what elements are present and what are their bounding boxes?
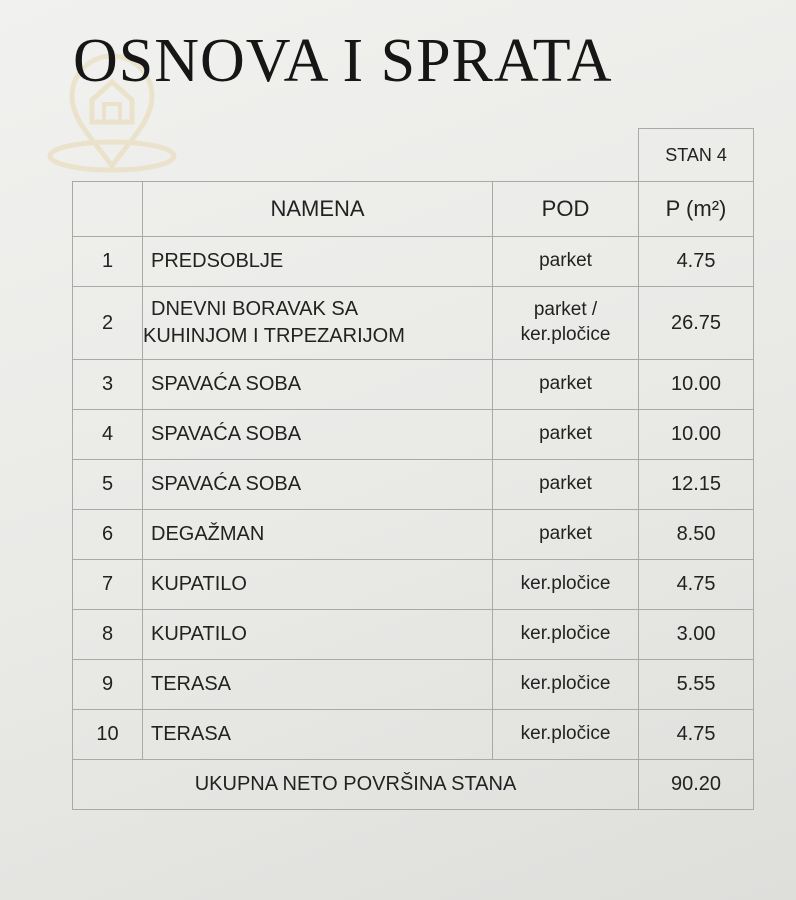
- room-name: KUPATILO: [143, 560, 493, 610]
- table-row: [73, 610, 754, 660]
- row-num: 1: [73, 237, 143, 287]
- room-name: TERASA: [143, 660, 493, 710]
- room-area: 4.75: [639, 237, 754, 287]
- row-num: 10: [73, 710, 143, 760]
- table-row: [73, 710, 754, 760]
- table-row: [73, 660, 754, 710]
- floor-type: parket: [493, 510, 639, 560]
- floor-type: ker.pločice: [493, 660, 639, 710]
- table-row: [73, 460, 754, 510]
- floor-type: parket: [493, 237, 639, 287]
- room-area: 4.75: [639, 710, 754, 760]
- room-area: 10.00: [639, 410, 754, 460]
- blank-cell: [73, 129, 639, 182]
- header-floor: POD: [493, 182, 639, 237]
- room-area: 26.75: [639, 287, 754, 360]
- row-num: 6: [73, 510, 143, 560]
- room-name-line2: KUHINJOM I TRPEZARIJOM: [143, 325, 405, 347]
- floor-type-line1: parket /: [533, 299, 598, 321]
- floor-type: ker.pločice: [493, 610, 639, 660]
- room-name: KUPATILO: [143, 610, 493, 660]
- room-name: SPAVAĆA SOBA: [143, 360, 493, 410]
- row-num: 8: [73, 610, 143, 660]
- room-area: 10.00: [639, 360, 754, 410]
- floor-type: parket: [493, 360, 639, 410]
- room-area: 4.75: [639, 560, 754, 610]
- header-area: P (m²): [639, 182, 754, 237]
- table-row: [73, 560, 754, 610]
- room-name: PREDSOBLJE: [143, 237, 493, 287]
- total-value: 90.20: [639, 760, 754, 810]
- row-num: 3: [73, 360, 143, 410]
- floor-type: ker.pločice: [493, 710, 639, 760]
- table-total-row: [73, 760, 754, 810]
- header-name: NAMENA: [143, 182, 493, 237]
- room-area: 12.15: [639, 460, 754, 510]
- room-area: 5.55: [639, 660, 754, 710]
- table-unit-row: [73, 129, 754, 182]
- room-area: 8.50: [639, 510, 754, 560]
- row-num: 9: [73, 660, 143, 710]
- row-num: 5: [73, 460, 143, 510]
- room-name: SPAVAĆA SOBA: [143, 460, 493, 510]
- table-row: [73, 360, 754, 410]
- row-num: 4: [73, 410, 143, 460]
- room-name-line1: DNEVNI BORAVAK SA: [151, 298, 359, 320]
- floor-type: parket: [493, 460, 639, 510]
- room-name: SPAVAĆA SOBA: [143, 410, 493, 460]
- room-area: 3.00: [639, 610, 754, 660]
- table-row: [73, 237, 754, 287]
- floor-type-line2: ker.pločice: [520, 324, 611, 345]
- room-name: TERASA: [143, 710, 493, 760]
- floor-type: [493, 287, 639, 360]
- table-row: [73, 510, 754, 560]
- room-name: DEGAŽMAN: [143, 510, 493, 560]
- header-num: [73, 182, 143, 237]
- table-header-row: [73, 182, 754, 237]
- floor-type: ker.pločice: [493, 560, 639, 610]
- unit-label: STAN 4: [639, 129, 754, 182]
- table-row: [73, 410, 754, 460]
- table-row: [73, 287, 754, 360]
- floor-type: parket: [493, 410, 639, 460]
- total-label: UKUPNA NETO POVRŠINA STANA: [73, 760, 639, 810]
- page-title: OSNOVA I SPRATA: [73, 27, 613, 95]
- row-num: 7: [73, 560, 143, 610]
- room-area-table: [72, 128, 754, 810]
- room-name: [143, 287, 493, 360]
- row-num: 2: [73, 287, 143, 360]
